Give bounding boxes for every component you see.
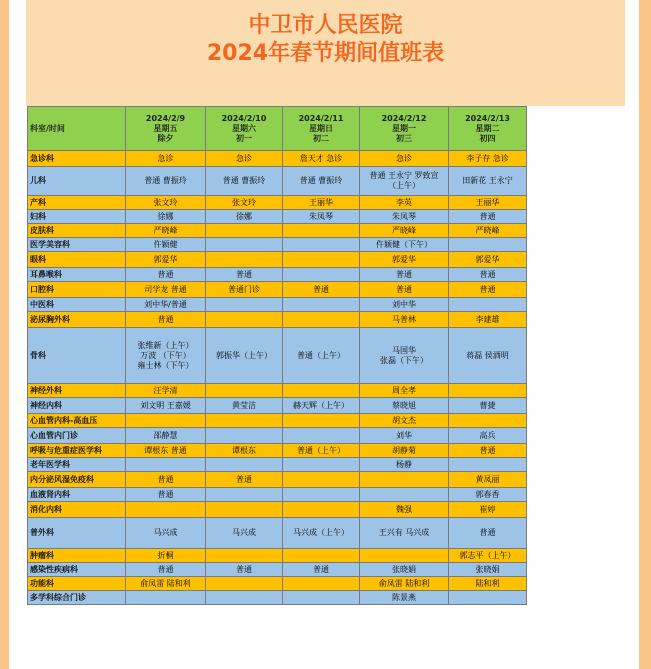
- department-name: 心血管内科-高血压: [28, 414, 126, 428]
- page-frame-left: [0, 0, 9, 669]
- duty-cell: [449, 298, 527, 312]
- duty-cell: 刘华: [360, 428, 449, 444]
- table-row: [28, 298, 527, 312]
- duty-cell: 普通: [449, 210, 527, 224]
- table-row: [28, 151, 527, 167]
- duty-cell: [283, 268, 360, 282]
- table-row: [28, 238, 527, 252]
- duty-cell: 郭春香: [449, 488, 527, 502]
- date-column-header: [283, 107, 360, 151]
- duty-cell: 严晓峰: [360, 224, 449, 238]
- duty-cell: 仵颖健（下午）: [360, 238, 449, 252]
- duty-cell: 李子存 急诊: [449, 151, 527, 167]
- department-name: 眼科: [28, 252, 126, 268]
- date-column-header: [360, 107, 449, 151]
- duty-cell: 普通: [449, 282, 527, 298]
- duty-cell: [206, 502, 283, 518]
- duty-cell: 普通: [126, 488, 206, 502]
- table-row: [28, 252, 527, 268]
- table-row: [28, 502, 527, 518]
- department-name: 神经内科: [28, 398, 126, 414]
- table-row: [28, 563, 527, 577]
- table-row: [28, 488, 527, 502]
- duty-cell: 普通 曹振玲: [283, 167, 360, 196]
- duty-schedule-table: [27, 106, 527, 605]
- duty-cell: 李建雄: [449, 312, 527, 328]
- column-weekday: 星期二: [475, 123, 500, 133]
- duty-cell: 普通: [206, 563, 283, 577]
- duty-cell: 詹天才 急诊: [283, 151, 360, 167]
- column-date: 2024/2/13: [465, 113, 510, 123]
- duty-cell: [206, 252, 283, 268]
- duty-cell: 郭爱华: [126, 252, 206, 268]
- duty-cell: [206, 428, 283, 444]
- table-row: [28, 428, 527, 444]
- duty-cell: [283, 298, 360, 312]
- duty-cell: 急诊: [206, 151, 283, 167]
- duty-cell: [206, 414, 283, 428]
- department-name: 骨科: [28, 328, 126, 384]
- duty-cell: 严晓峰: [126, 224, 206, 238]
- department-name: 急诊科: [28, 151, 126, 167]
- duty-cell: 普通: [449, 268, 527, 282]
- hospital-name: 中卫市人民医院: [248, 13, 403, 38]
- table-row: [28, 577, 527, 591]
- date-column-header: [206, 107, 283, 151]
- department-name: 妇科: [28, 210, 126, 224]
- duty-cell: [360, 472, 449, 488]
- duty-cell: 普通 曹振玲: [126, 167, 206, 196]
- duty-cell: 普通: [283, 282, 360, 298]
- duty-cell: 张文玲: [126, 196, 206, 210]
- column-date: 2024/2/10: [221, 113, 267, 123]
- column-lunar: 初一: [236, 133, 252, 143]
- column-weekday: 星期六: [232, 123, 256, 133]
- table-header-row: [28, 107, 527, 151]
- duty-cell: 崔婷: [449, 502, 527, 518]
- department-name: 皮肤科: [28, 224, 126, 238]
- duty-cell: 张文玲: [206, 196, 283, 210]
- duty-cell: 普通: [283, 563, 360, 577]
- duty-cell: 杨静: [360, 458, 449, 472]
- duty-cell: [283, 549, 360, 563]
- department-name: 普外科: [28, 518, 126, 549]
- duty-cell: 汪学清: [126, 384, 206, 398]
- duty-cell: [206, 312, 283, 328]
- duty-cell: 普通: [360, 268, 449, 282]
- duty-cell: 司学龙 普通: [126, 282, 206, 298]
- department-name: 多学科综合门诊: [28, 591, 126, 605]
- column-lunar: 除夕: [157, 133, 174, 143]
- duty-cell: 周全孝: [360, 384, 449, 398]
- duty-cell: [126, 458, 206, 472]
- duty-cell: [283, 488, 360, 502]
- duty-cell: 急诊: [126, 151, 206, 167]
- duty-cell: 朱凤琴: [283, 210, 360, 224]
- duty-cell: 谭根东 普通: [126, 444, 206, 458]
- table-row: [28, 210, 527, 224]
- duty-cell: 徐娜: [126, 210, 206, 224]
- duty-cell: 陆和利: [449, 577, 527, 591]
- duty-cell: 胡文杰: [360, 414, 449, 428]
- duty-cell: 普通 曹振玲: [206, 167, 283, 196]
- duty-cell: 蒋磊 侯酒明: [449, 328, 527, 384]
- duty-cell: [283, 312, 360, 328]
- duty-cell: 普通: [206, 268, 283, 282]
- duty-cell: 谭根东: [206, 444, 283, 458]
- department-name: 耳鼻喉科: [28, 268, 126, 282]
- column-lunar: 初二: [313, 133, 329, 143]
- duty-cell: [206, 384, 283, 398]
- duty-cell: [206, 224, 283, 238]
- duty-cell: [206, 458, 283, 472]
- duty-cell: 普通: [126, 472, 206, 488]
- duty-cell: [206, 238, 283, 252]
- column-lunar: 初四: [479, 133, 496, 143]
- duty-cell: 蔡晓旭: [360, 398, 449, 414]
- duty-cell: 李英: [360, 196, 449, 210]
- duty-cell: [360, 488, 449, 502]
- table-row: [28, 549, 527, 563]
- duty-cell: 仵颖健: [126, 238, 206, 252]
- department-name: 神经外科: [28, 384, 126, 398]
- duty-cell: 普通: [360, 282, 449, 298]
- table-row: [28, 414, 527, 428]
- column-date: 2024/2/11: [298, 113, 344, 123]
- table-row: [28, 312, 527, 328]
- duty-cell: 俞凤雷 陆和利: [360, 577, 449, 591]
- duty-cell: 黄莹洁: [206, 398, 283, 414]
- duty-cell: [360, 549, 449, 563]
- duty-cell: [283, 224, 360, 238]
- table-row: [28, 384, 527, 398]
- duty-cell: 邵静慧: [126, 428, 206, 444]
- department-name: 泌尿胸外科: [28, 312, 126, 328]
- duty-cell: 普通: [126, 563, 206, 577]
- schedule-title: 2024年春节期间值班表: [206, 41, 445, 66]
- duty-cell: 普通 王永宁 罗致宣（上午）: [360, 167, 449, 196]
- duty-cell: 普通: [449, 518, 527, 549]
- duty-cell: 普通: [449, 444, 527, 458]
- duty-cell: [126, 502, 206, 518]
- duty-cell: [283, 384, 360, 398]
- department-name: 内分泌风湿免疫科: [28, 472, 126, 488]
- duty-cell: 郭爱华: [449, 252, 527, 268]
- duty-cell: 田新花 王永宁: [449, 167, 527, 196]
- duty-cell: 陈景燕: [360, 591, 449, 605]
- duty-cell: 刘中华: [360, 298, 449, 312]
- duty-cell: 严晓峰: [449, 224, 527, 238]
- duty-cell: 普通: [126, 312, 206, 328]
- corner-header: 科室/时间: [28, 107, 126, 151]
- duty-cell: 郭志平（上午）: [449, 549, 527, 563]
- duty-cell: 徐娜: [206, 210, 283, 224]
- duty-cell: 普通: [126, 268, 206, 282]
- duty-cell: [449, 384, 527, 398]
- duty-cell: [449, 238, 527, 252]
- table-row: [28, 591, 527, 605]
- duty-cell: 普通（上午）: [283, 444, 360, 458]
- column-weekday: 星期五: [153, 123, 178, 133]
- duty-cell: 马兴成: [206, 518, 283, 549]
- date-column-header: [126, 107, 206, 151]
- duty-cell: 普通（上午）: [283, 328, 360, 384]
- duty-cell: 普通门诊: [206, 282, 283, 298]
- duty-cell: [126, 414, 206, 428]
- duty-cell: [283, 428, 360, 444]
- department-name: 消化内科: [28, 502, 126, 518]
- duty-cell: [449, 591, 527, 605]
- duty-cell: 张维新（上午） 万波 （下午） 雍士林（下午）: [126, 328, 206, 384]
- duty-cell: 普通: [206, 472, 283, 488]
- column-weekday: 星期一: [392, 123, 416, 133]
- duty-cell: 朱凤琴: [360, 210, 449, 224]
- duty-cell: [206, 488, 283, 502]
- duty-cell: 马兴成: [126, 518, 206, 549]
- duty-cell: [206, 591, 283, 605]
- duty-cell: [206, 577, 283, 591]
- duty-cell: 王丽华: [283, 196, 360, 210]
- duty-cell: [283, 458, 360, 472]
- column-lunar: 初三: [396, 133, 412, 143]
- duty-cell: 马普林: [360, 312, 449, 328]
- duty-cell: 俞凤雷 陆和利: [126, 577, 206, 591]
- table-row: [28, 224, 527, 238]
- department-name: 儿科: [28, 167, 126, 196]
- table-row: [28, 196, 527, 210]
- duty-cell: [449, 458, 527, 472]
- table-row: [28, 167, 527, 196]
- column-date: 2024/2/12: [381, 113, 427, 123]
- department-name: 老年医学科: [28, 458, 126, 472]
- duty-cell: 王丽华: [449, 196, 527, 210]
- duty-cell: [449, 414, 527, 428]
- table-row: [28, 458, 527, 472]
- duty-cell: 高兵: [449, 428, 527, 444]
- column-date: 2024/2/9: [145, 113, 186, 123]
- table-row: [28, 398, 527, 414]
- duty-cell: 马兴成（上午）: [283, 518, 360, 549]
- duty-cell: 马国华 张磊（下午）: [360, 328, 449, 384]
- page-header: [26, 0, 625, 106]
- date-column-header: [449, 107, 527, 151]
- duty-cell: [283, 472, 360, 488]
- column-weekday: 星期日: [309, 123, 333, 133]
- department-name: 功能科: [28, 577, 126, 591]
- duty-cell: [283, 252, 360, 268]
- table-row: [28, 518, 527, 549]
- duty-cell: 王兴有 马兴成: [360, 518, 449, 549]
- duty-cell: [283, 591, 360, 605]
- duty-cell: [126, 591, 206, 605]
- department-name: 产科: [28, 196, 126, 210]
- duty-cell: 急诊: [360, 151, 449, 167]
- duty-cell: [283, 238, 360, 252]
- duty-cell: 黄凤丽: [449, 472, 527, 488]
- duty-cell: 胡静菊: [360, 444, 449, 458]
- table-row: [28, 268, 527, 282]
- duty-cell: 张晓娟: [360, 563, 449, 577]
- table-row: [28, 472, 527, 488]
- duty-cell: 曹捷: [449, 398, 527, 414]
- department-name: 口腔科: [28, 282, 126, 298]
- department-name: 医学美容科: [28, 238, 126, 252]
- duty-cell: 郭爱华: [360, 252, 449, 268]
- duty-cell: [283, 414, 360, 428]
- duty-cell: 魏强: [360, 502, 449, 518]
- duty-cell: 赫天辉（上午）: [283, 398, 360, 414]
- duty-cell: 郭振华（上午）: [206, 328, 283, 384]
- duty-cell: 折桐: [126, 549, 206, 563]
- page-frame-right: [639, 0, 651, 669]
- table-row: [28, 328, 527, 384]
- table-row: [28, 282, 527, 298]
- department-name: 心血管内门诊: [28, 428, 126, 444]
- department-name: 中医科: [28, 298, 126, 312]
- duty-cell: [206, 298, 283, 312]
- department-name: 肿瘤科: [28, 549, 126, 563]
- duty-cell: 刘中华/普通: [126, 298, 206, 312]
- duty-cell: 刘文明 王嘉媛: [126, 398, 206, 414]
- department-name: 感染性疾病科: [28, 563, 126, 577]
- department-name: 呼吸与危重症医学科: [28, 444, 126, 458]
- duty-cell: [283, 577, 360, 591]
- duty-cell: [283, 502, 360, 518]
- duty-cell: [206, 549, 283, 563]
- duty-cell: 张晓娟: [449, 563, 527, 577]
- table-row: [28, 444, 527, 458]
- department-name: 血液肾内科: [28, 488, 126, 502]
